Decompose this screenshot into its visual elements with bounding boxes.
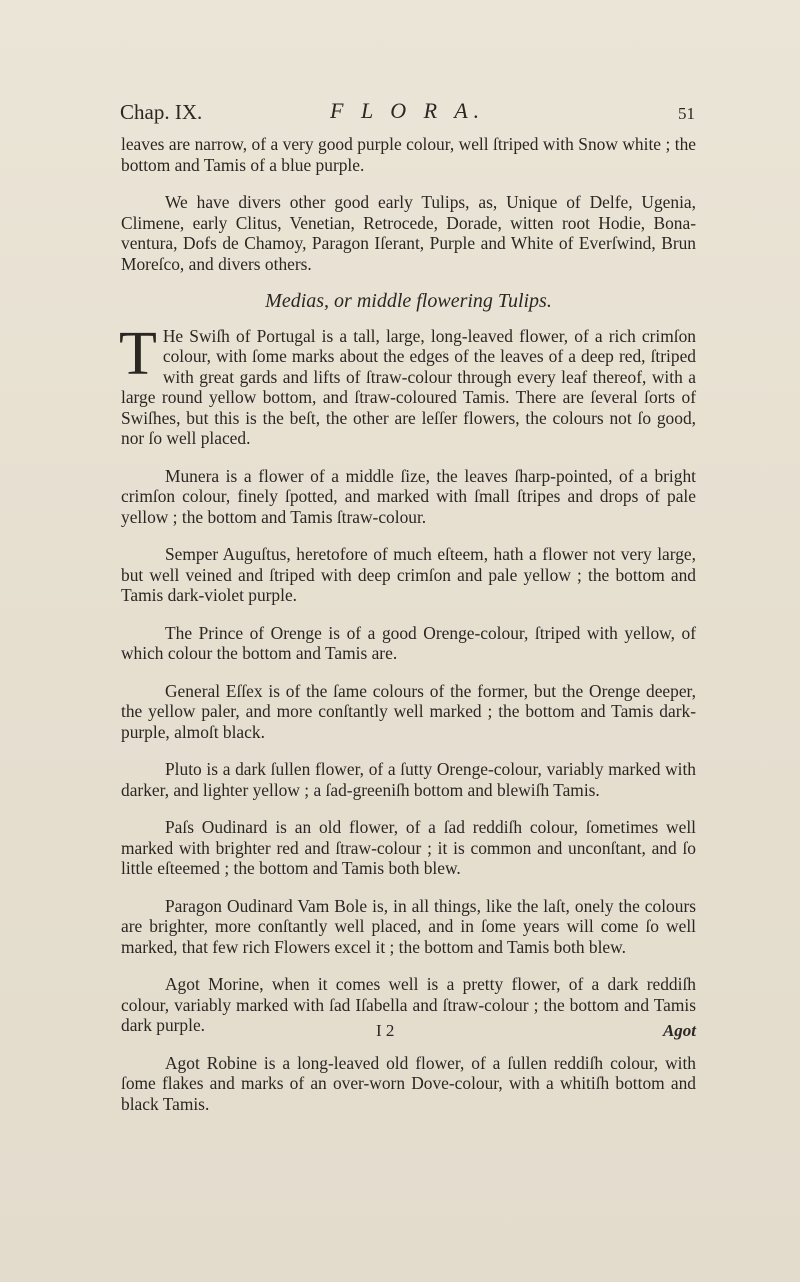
- page-body: [121, 134, 696, 1131]
- paragraph-agot-morine: Agot Morine, when it comes well is a pretty flower, of a dark reddiſh colour, variably marked with ſad Iſabella and ſtraw-colour ; the bottom and Tamis dark purple.: [121, 974, 696, 1035]
- paragraph-general-essex: General Eſſex is of the ſame colours of the former, but the Orenge deeper, the yellow paler, and more conſtantly well marked ; the bottom and Tamis dark-purple, almoſt black.: [121, 680, 696, 742]
- paragraph-swish: [119, 319, 696, 449]
- paragraph-prince-of-orenge: The Prince of Orenge is of a good Orenge-colour, ſtriped with yellow, of which colour the bottom and Tamis are.: [121, 622, 696, 663]
- chapter-label: Chap. IX.: [120, 100, 203, 124]
- page-footer: [121, 1021, 696, 1051]
- paragraph-pluto: Pluto is a dark ſullen flower, of a ſutty Orenge-colour, variably marked with darker, and lighter yellow ; a ſad-greeniſh bottom and blewiſh Tamis.: [121, 759, 696, 800]
- paragraph-swish-text: He Swiſh of Portugal is a tall, large, long-leaved flower, of a rich crimſon colour, with ſome marks about the edges of the leaves of a deep red, ſtriped with great gards and lifts of ſtraw-colour through every leaf thereof, with a large round yellow bottom, and ſtraw-coloured Tamis. There are ſeveral ſorts of Swiſhes, but this is the beſt, the other are leſſer flowers, the colours not ſo good, nor ſo well placed.: [121, 325, 696, 448]
- signature-mark: I 2: [376, 1021, 395, 1040]
- paragraph-semper-augustus: Semper Auguſtus, heretofore of much eſteem, hath a flower not very large, but well veined and ſtriped with deep crimſon and pale yellow ; the bottom and Tamis dark-violet purple.: [121, 544, 696, 605]
- section-heading: Medias, or middle flowering Tulips.: [265, 290, 552, 312]
- paragraph-munera: Munera is a flower of a middle ſize, the leaves ſharp-pointed, of a bright crimſon colour, finely ſpotted, and marked with ſmall ſtripes and drops of pale yellow ; the bottom and Tamis ſtraw-colour.: [121, 465, 696, 527]
- paragraph-pass-oudinard: Paſs Oudinard is an old flower, of a ſad reddiſh colour, ſometimes well marked with brighter red and ſtraw-colour ; it is common and unconſtant, and ſo little eſteemed ; the bottom and Tamis both blew.: [121, 817, 696, 878]
- running-header: [120, 100, 695, 130]
- catchword: Agot: [662, 1021, 696, 1040]
- paragraph-paragon-oudinard: Paragon Oudinard Vam Bole is, in all things, like the laſt, onely the colours are brighter, more conſtantly well placed, and in ſome years will come ſo well marked, that few rich Flowers excel it ; the bottom and Tamis both blew.: [121, 895, 696, 957]
- paragraph-early-tulips: We have divers other good early Tulips, as, Unique of Delfe, Ugenia, Climene, early Clitus, Venetian, Retrocede, Dorade, witten root Hodie, Bona-ventura, Dofs de Chamoy, Paragon Iſerant, Purple and White of Everſwind, Brun Moreſco, and divers others.: [121, 192, 696, 274]
- drop-cap: T: [119, 319, 157, 388]
- paragraph-agot-robine: Agot Robine is a long-leaved old flower, of a ſullen reddiſh colour, with ſome flakes and marks of an over-worn Dove-colour, with a whitiſh bottom and black Tamis.: [121, 1052, 696, 1114]
- page-number: 51: [678, 104, 695, 123]
- paragraph-continued: leaves are narrow, of a very good purple colour, well ſtriped with Snow white ; the bottom and Tamis of a blue purple.: [121, 134, 696, 175]
- running-title: F L O R A.: [330, 98, 486, 123]
